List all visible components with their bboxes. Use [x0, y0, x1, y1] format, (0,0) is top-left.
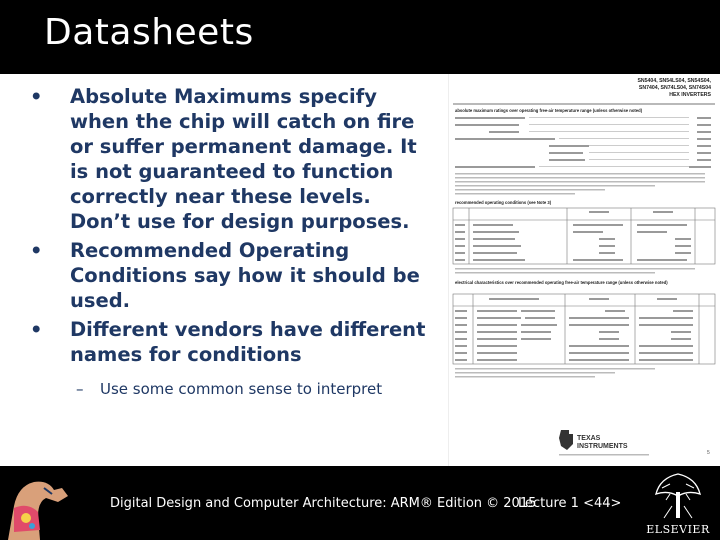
- bullet-text: Different vendors have different names for conditions: [70, 318, 426, 366]
- rec-heading: recommended operating conditions (see Note 3): [455, 200, 552, 205]
- ti-logo-line-2: INSTRUMENTS: [577, 443, 628, 450]
- bullet-marker: •: [30, 85, 43, 108]
- page-number: 5: [707, 450, 710, 456]
- sub-bullet-marker: –: [76, 380, 84, 398]
- publisher-name: ELSEVIER: [646, 523, 710, 536]
- elsevier-tree-icon: [640, 470, 716, 520]
- datasheet-image: [448, 74, 718, 466]
- ti-state-icon: [559, 430, 573, 450]
- ti-logo: [559, 430, 649, 456]
- bullet-vendor-names: [30, 317, 430, 367]
- title-bar: [0, 0, 720, 74]
- part-number-line-3: HEX INVERTERS: [669, 92, 711, 98]
- footer-bar: [0, 466, 720, 540]
- ti-logo-line-1: TEXAS: [577, 435, 601, 442]
- bullet-marker: •: [30, 318, 43, 341]
- abs-max-rows: [455, 117, 711, 195]
- part-number-line-2: SN7404, SN74LS04, SN74S04: [638, 85, 711, 91]
- elsevier-logo: [640, 470, 716, 538]
- bullet-text: Absolute Maximums specify when the chip will catch on fire or suffer permanent damage. It is not guaranteed to function correctly near these levels. Don’t use for design purposes.: [70, 85, 417, 233]
- part-number-line-1: SN5404, SN54LS04, SN54S04,: [637, 78, 711, 84]
- bullet-recommended-conditions: [30, 238, 430, 313]
- sub-bullet-text: Use some common sense to interpret: [100, 380, 383, 398]
- sub-bullet-common-sense: [30, 379, 430, 399]
- abs-max-heading: absolute maximum ratings over operating free-air temperature range (unless otherwise noted): [455, 108, 643, 113]
- bullet-marker: •: [30, 239, 43, 262]
- datasheet-figure: [449, 74, 719, 466]
- bullet-list: [30, 84, 430, 399]
- rec-table: [453, 208, 715, 264]
- slide-title: Datasheets: [44, 12, 254, 53]
- bullet-text: Recommended Operating Conditions say how it should be used.: [70, 239, 420, 312]
- lecture-number: Lecture 1 <44>: [518, 496, 622, 511]
- elec-table-rows: [455, 298, 693, 378]
- bullet-absolute-maximums: [30, 84, 430, 234]
- course-footer: Digital Design and Computer Architecture: ARM® Edition © 2015: [110, 496, 537, 511]
- arm-tattoo-image: [4, 472, 76, 540]
- elec-heading: electrical characteristics over recommended operating free-air temperature range (unless otherwise noted): [455, 280, 668, 285]
